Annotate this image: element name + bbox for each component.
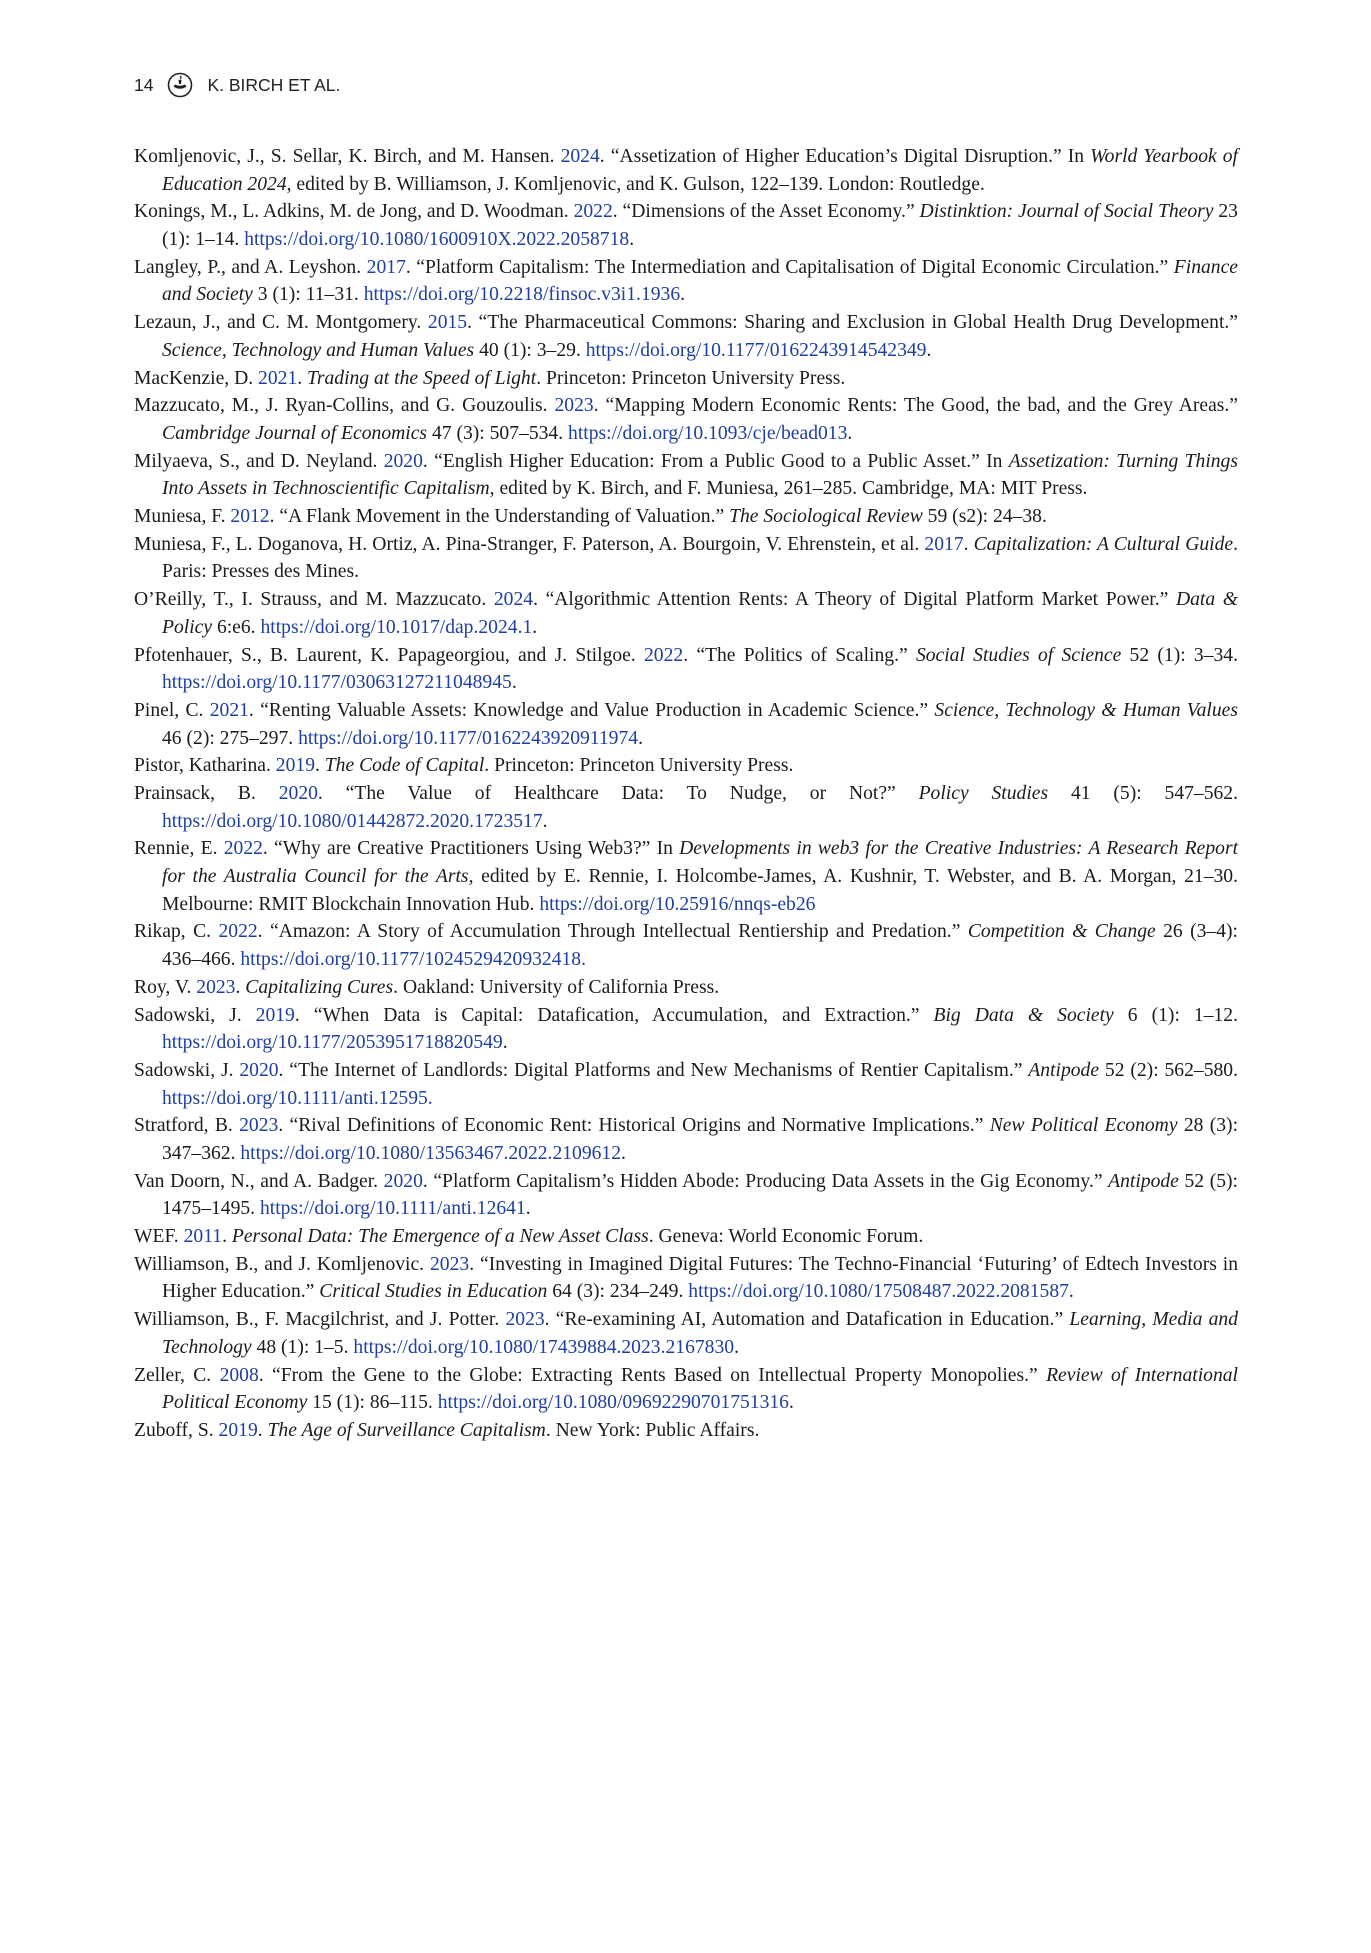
- taylor-francis-lamp-icon: [167, 72, 193, 98]
- reference-text: . “The Politics of Scaling.”: [683, 644, 916, 666]
- reference-entry: [134, 531, 1238, 586]
- running-header: [134, 70, 340, 100]
- reference-entry: [134, 1168, 1238, 1223]
- reference-text: 52 (1): 3–34.: [1121, 644, 1239, 666]
- source-title: Distinktion: Journal of Social Theory: [919, 201, 1214, 223]
- reference-entry: [134, 198, 1238, 253]
- reference-text: .: [1068, 1281, 1074, 1303]
- source-title: Antipode: [1108, 1170, 1179, 1192]
- year-link[interactable]: 2017: [366, 256, 406, 278]
- reference-entry: [134, 974, 1238, 1002]
- year-link[interactable]: 2017: [924, 533, 964, 555]
- source-title: Science, Technology & Human Values: [934, 699, 1238, 721]
- reference-text: 52 (5): 1475–1495.: [162, 1170, 1238, 1220]
- source-title: Personal Data: The Emergence of a New Asset Class: [231, 1226, 649, 1248]
- reference-entry: [134, 503, 1238, 531]
- year-link[interactable]: 2023: [554, 395, 594, 417]
- doi-link[interactable]: https://doi.org/10.1080/17439884.2023.2167830: [353, 1336, 735, 1358]
- source-title: Review of International Political Economy: [162, 1364, 1238, 1414]
- reference-text: Van Doorn, N., and A. Badger.: [134, 1170, 384, 1192]
- reference-text: Rennie, E.: [134, 838, 224, 860]
- reference-text: O’Reilly, T., I. Strauss, and M. Mazzucato.: [134, 589, 494, 611]
- reference-text: Prainsack, B.: [134, 783, 279, 805]
- source-title: Data & Policy: [162, 589, 1239, 638]
- reference-text: 15 (1): 86–115.: [307, 1392, 438, 1414]
- source-title: Assetization: Turning Things Into Assets in Technoscientific Capitalism: [162, 450, 1238, 500]
- reference-text: .: [542, 810, 548, 832]
- year-link[interactable]: 2019: [218, 1420, 258, 1441]
- year-link[interactable]: 2022: [223, 838, 263, 860]
- reference-text: . “Dimensions of the Asset Economy.”: [612, 201, 920, 223]
- year-link[interactable]: 2012: [230, 506, 270, 528]
- reference-entry: [134, 586, 1238, 641]
- reference-text: MacKenzie, D.: [134, 367, 259, 389]
- doi-link[interactable]: https://doi.org/10.25916/nnqs-eb26: [539, 893, 816, 915]
- reference-text: .: [788, 1392, 794, 1414]
- reference-text: . “The Value of Healthcare Data: To Nudge, or Not?”: [317, 783, 919, 805]
- source-title: Trading at the Speed of Light: [307, 367, 537, 389]
- reference-text: . “Algorithmic Attention Rents: A Theory of Digital Platform Market Power.”: [533, 589, 1176, 611]
- doi-link[interactable]: https://doi.org/10.1080/09692290701751316: [437, 1392, 789, 1414]
- reference-entry: [134, 1002, 1238, 1057]
- year-link[interactable]: 2020: [383, 450, 423, 472]
- reference-text: . “Assetization of Higher Education’s Digital Disruption.” In: [599, 146, 1091, 167]
- reference-entry: [134, 392, 1238, 447]
- reference-entry: [134, 1306, 1238, 1361]
- reference-text: Pinel, C.: [134, 699, 210, 721]
- source-title: Antipode: [1028, 1059, 1100, 1081]
- reference-text: 46 (2): 275–297.: [162, 727, 299, 749]
- source-title: Big Data & Society: [933, 1004, 1114, 1026]
- reference-entry: [134, 143, 1238, 198]
- reference-entry: [134, 918, 1238, 973]
- reference-text: Mazzucato, M., J. Ryan-Collins, and G. Gouzoulis.: [134, 395, 555, 417]
- source-title: Science, Technology and Human Values: [162, 339, 475, 361]
- source-title: Capitalization: A Cultural Guide: [973, 533, 1234, 555]
- year-link[interactable]: 2008: [219, 1364, 259, 1386]
- source-title: Finance and Society: [162, 256, 1238, 306]
- reference-text: . “Investing in Imagined Digital Futures: The Techno-Financial ‘Futuring’ of Edtech Investors in Higher Education.”: [162, 1253, 1238, 1303]
- reference-text: . “Mapping Modern Economic Rents: The Good, the bad, and the Grey Areas.”: [593, 395, 1239, 417]
- reference-text: 59 (s2): 24–38.: [922, 506, 1047, 528]
- doi-link[interactable]: https://doi.org/10.1017/dap.2024.1: [260, 616, 533, 638]
- doi-link[interactable]: https://doi.org/10.1093/cje/bead013: [568, 422, 848, 444]
- reference-text: 6:e6.: [212, 616, 261, 638]
- reference-entry: [134, 309, 1238, 364]
- doi-link[interactable]: https://doi.org/10.1080/13563467.2022.2109612: [240, 1142, 622, 1164]
- reference-entry: [134, 752, 1238, 780]
- reference-text: Komljenovic, J., S. Sellar, K. Birch, and M. Hansen.: [134, 146, 561, 167]
- reference-text: Roy, V.: [134, 976, 197, 998]
- reference-text: Rikap, C.: [134, 921, 219, 943]
- year-link[interactable]: 2019: [255, 1004, 295, 1026]
- reference-entry: [134, 697, 1238, 752]
- running-head: K. BIRCH ET AL.: [207, 74, 341, 95]
- reference-text: . “Why are Creative Practitioners Using Web3?” In: [262, 838, 680, 860]
- reference-text: 3 (1): 11–31.: [252, 284, 364, 306]
- reference-text: . “English Higher Education: From a Public Good to a Public Asset.” In: [422, 450, 1009, 472]
- year-link[interactable]: 2022: [218, 921, 258, 943]
- reference-text: . “Platform Capitalism: The Intermediation and Capitalisation of Digital Economic Circulation.”: [405, 256, 1174, 278]
- reference-text: 23 (1): 1–14.: [162, 201, 1238, 250]
- reference-text: .: [680, 284, 686, 306]
- source-title: Social Studies of Science: [915, 644, 1122, 666]
- year-link[interactable]: 2019: [275, 755, 315, 777]
- reference-entry: [134, 1251, 1238, 1306]
- reference-text: .: [525, 1198, 531, 1220]
- source-title: Policy Studies: [918, 783, 1049, 805]
- reference-text: .: [257, 1420, 268, 1441]
- reference-list: [134, 143, 1238, 1445]
- page-number: 14: [134, 74, 154, 95]
- reference-entry: [134, 780, 1238, 835]
- reference-text: . “A Flank Movement in the Understanding of Valuation.”: [269, 506, 730, 528]
- reference-text: .: [532, 616, 538, 638]
- year-link[interactable]: 2021: [258, 367, 298, 389]
- reference-text: . “Rival Definitions of Economic Rent: Historical Origins and Normative Implications.”: [278, 1115, 990, 1137]
- reference-text: . Paris: Presses des Mines.: [162, 533, 1239, 583]
- doi-link[interactable]: https://doi.org/10.1177/03063127211048945: [162, 672, 512, 694]
- doi-link[interactable]: https://doi.org/10.1111/anti.12595.: [162, 1087, 433, 1109]
- reference-text: 40 (1): 3–29.: [474, 339, 586, 361]
- reference-text: , edited by E. Rennie, I. Holcombe-James, A. Kushnir, T. Webster, and B. A. Morgan, 21–30. Melbourne: RMIT Blockchain Innovation Hub.: [162, 866, 1238, 915]
- reference-text: Langley, P., and A. Leyshon.: [134, 256, 367, 278]
- reference-text: Milyaeva, S., and D. Neyland.: [134, 450, 384, 472]
- reference-text: . “Amazon: A Story of Accumulation Through Intellectual Rentiership and Predation.”: [257, 921, 968, 943]
- reference-text: Williamson, B., F. Macgilchrist, and J. Potter.: [134, 1309, 506, 1331]
- doi-link[interactable]: https://doi.org/10.1177/1024529420932418.: [240, 949, 587, 971]
- source-title: Developments in web3 for the Creative Industries: A Research Report for the Australia Council for the Arts: [162, 838, 1239, 888]
- doi-link[interactable]: https://doi.org/10.1177/0162243914542349: [585, 339, 927, 361]
- reference-text: 41 (5): 547–562.: [1048, 783, 1238, 805]
- reference-text: Sadowski, J.: [134, 1059, 240, 1081]
- reference-text: Muniesa, F.: [134, 506, 231, 528]
- year-link[interactable]: 2023: [196, 976, 236, 998]
- year-link[interactable]: 2022: [573, 201, 613, 223]
- reference-entry: [134, 365, 1238, 393]
- reference-text: 6 (1): 1–12.: [1113, 1004, 1238, 1026]
- reference-text: .: [235, 976, 246, 998]
- source-title: Learning, Media and Technology: [162, 1309, 1238, 1358]
- reference-text: .: [621, 1142, 626, 1164]
- reference-text: .: [734, 1336, 739, 1358]
- doi-link[interactable]: https://doi.org/10.1177/0162243920911974: [298, 727, 639, 749]
- reference-text: 28 (3): 347–362.: [162, 1115, 1239, 1164]
- reference-text: Lezaun, J., and C. M. Montgomery.: [134, 312, 428, 334]
- reference-text: Muniesa, F., L. Doganova, H. Ortiz, A. Pina-Stranger, F. Paterson, A. Bourgoin, V. Ehrenstein, et al.: [134, 533, 925, 555]
- reference-entry: [134, 1112, 1238, 1167]
- source-title: New Political Economy: [989, 1115, 1178, 1137]
- doi-link[interactable]: https://doi.org/10.1111/anti.12641: [259, 1198, 526, 1220]
- source-title: The Code of Capital: [324, 755, 485, 777]
- reference-text: . “Renting Valuable Assets: Knowledge and Value Production in Academic Science.”: [248, 699, 935, 721]
- year-link[interactable]: 2011: [183, 1226, 223, 1248]
- reference-text: . “From the Gene to the Globe: Extracting Rents Based on Intellectual Property Monopolies.”: [258, 1364, 1047, 1386]
- reference-text: Pfotenhauer, S., B. Laurent, K. Papageorgiou, and J. Stilgoe.: [134, 644, 644, 666]
- reference-text: 48 (1): 1–5.: [251, 1336, 354, 1358]
- reference-text: Williamson, B., and J. Komljenovic.: [134, 1253, 430, 1275]
- reference-text: .: [511, 672, 517, 694]
- source-title: Cambridge Journal of Economics: [162, 422, 428, 444]
- year-link[interactable]: 2020: [278, 783, 318, 805]
- reference-text: . Princeton: Princeton University Press.: [536, 367, 846, 389]
- year-link[interactable]: 2024: [560, 146, 600, 167]
- source-title: The Age of Surveillance Capitalism: [267, 1420, 546, 1441]
- source-title: Critical Studies in Education: [319, 1281, 548, 1303]
- doi-link[interactable]: https://doi.org/10.1080/01442872.2020.1723517: [162, 810, 543, 832]
- reference-text: . “The Pharmaceutical Commons: Sharing and Exclusion in Global Health Drug Development.”: [467, 312, 1238, 334]
- reference-text: . Oakland: University of California Press.: [393, 976, 720, 998]
- reference-text: . Princeton: Princeton University Press.: [484, 755, 794, 777]
- reference-entry: [134, 254, 1238, 309]
- reference-text: .: [926, 339, 932, 361]
- year-link[interactable]: 2021: [209, 699, 249, 721]
- year-link[interactable]: 2020: [383, 1170, 423, 1192]
- year-link[interactable]: 2023: [239, 1115, 279, 1137]
- source-title: The Sociological Review: [729, 506, 923, 528]
- reference-text: 26 (3–4): 436–466.: [162, 921, 1238, 971]
- reference-text: Stratford, B.: [134, 1115, 240, 1137]
- reference-text: , edited by B. Williamson, J. Komljenovic, and K. Gulson, 122–139. London: Routledge.: [286, 173, 985, 195]
- reference-entry: [134, 1057, 1238, 1112]
- reference-text: 47 (3): 507–534.: [427, 422, 569, 444]
- reference-entry: [134, 835, 1238, 918]
- year-link[interactable]: 2020: [239, 1059, 279, 1081]
- reference-text: . “When Data is Capital: Datafication, Accumulation, and Extraction.”: [294, 1004, 934, 1026]
- reference-text: Pistor, Katharina.: [134, 755, 276, 777]
- reference-text: Konings, M., L. Adkins, M. de Jong, and D. Woodman.: [134, 201, 574, 223]
- reference-text: .: [222, 1226, 232, 1248]
- source-title: World Yearbook of Education 2024: [162, 146, 1238, 195]
- reference-text: .: [638, 727, 643, 749]
- reference-entry: [134, 1362, 1238, 1417]
- reference-text: .: [963, 533, 974, 555]
- reference-text: Sadowski, J.: [134, 1004, 256, 1026]
- year-link[interactable]: 2015: [427, 312, 468, 334]
- reference-text: , edited by K. Birch, and F. Muniesa, 261–285. Cambridge, MA: MIT Press.: [489, 478, 1088, 500]
- source-title: Competition & Change: [967, 921, 1156, 943]
- reference-text: . New York: Public Affairs.: [545, 1420, 760, 1441]
- reference-entry: [134, 642, 1238, 697]
- reference-text: . “Platform Capitalism’s Hidden Abode: Producing Data Assets in the Gig Economy.”: [422, 1170, 1109, 1192]
- doi-link[interactable]: https://doi.org/10.1177/2053951718820549: [162, 1032, 503, 1054]
- reference-text: 52 (2): 562–580.: [1099, 1059, 1238, 1081]
- doi-link[interactable]: https://doi.org/10.1080/1600910X.2022.2058718: [244, 228, 630, 250]
- reference-text: Zuboff, S.: [134, 1420, 219, 1441]
- year-link[interactable]: 2023: [430, 1253, 470, 1275]
- year-link[interactable]: 2024: [493, 589, 534, 611]
- reference-text: . “Re-examining AI, Automation and Datafication in Education.”: [544, 1309, 1070, 1331]
- doi-link[interactable]: https://doi.org/10.2218/finsoc.v3i1.1936: [363, 284, 681, 306]
- source-title: Capitalizing Cures: [245, 976, 394, 998]
- reference-text: Zeller, C.: [134, 1364, 220, 1386]
- reference-text: . “The Internet of Landlords: Digital Platforms and New Mechanisms of Rentier Capitalism.”: [278, 1059, 1029, 1081]
- reference-text: .: [502, 1032, 508, 1054]
- reference-text: .: [847, 422, 853, 444]
- reference-text: WEF.: [134, 1226, 184, 1248]
- reference-text: 64 (3): 234–249.: [547, 1281, 689, 1303]
- reference-text: .: [314, 755, 325, 777]
- reference-entry: [134, 1417, 1238, 1445]
- year-link[interactable]: 2022: [644, 644, 684, 666]
- doi-link[interactable]: https://doi.org/10.1080/17508487.2022.2081587: [688, 1281, 1069, 1303]
- reference-text: .: [629, 228, 635, 250]
- reference-entry: [134, 1223, 1238, 1251]
- reference-entry: [134, 448, 1238, 503]
- reference-text: .: [297, 367, 308, 389]
- year-link[interactable]: 2023: [505, 1309, 545, 1331]
- reference-text: . Geneva: World Economic Forum.: [648, 1226, 924, 1248]
